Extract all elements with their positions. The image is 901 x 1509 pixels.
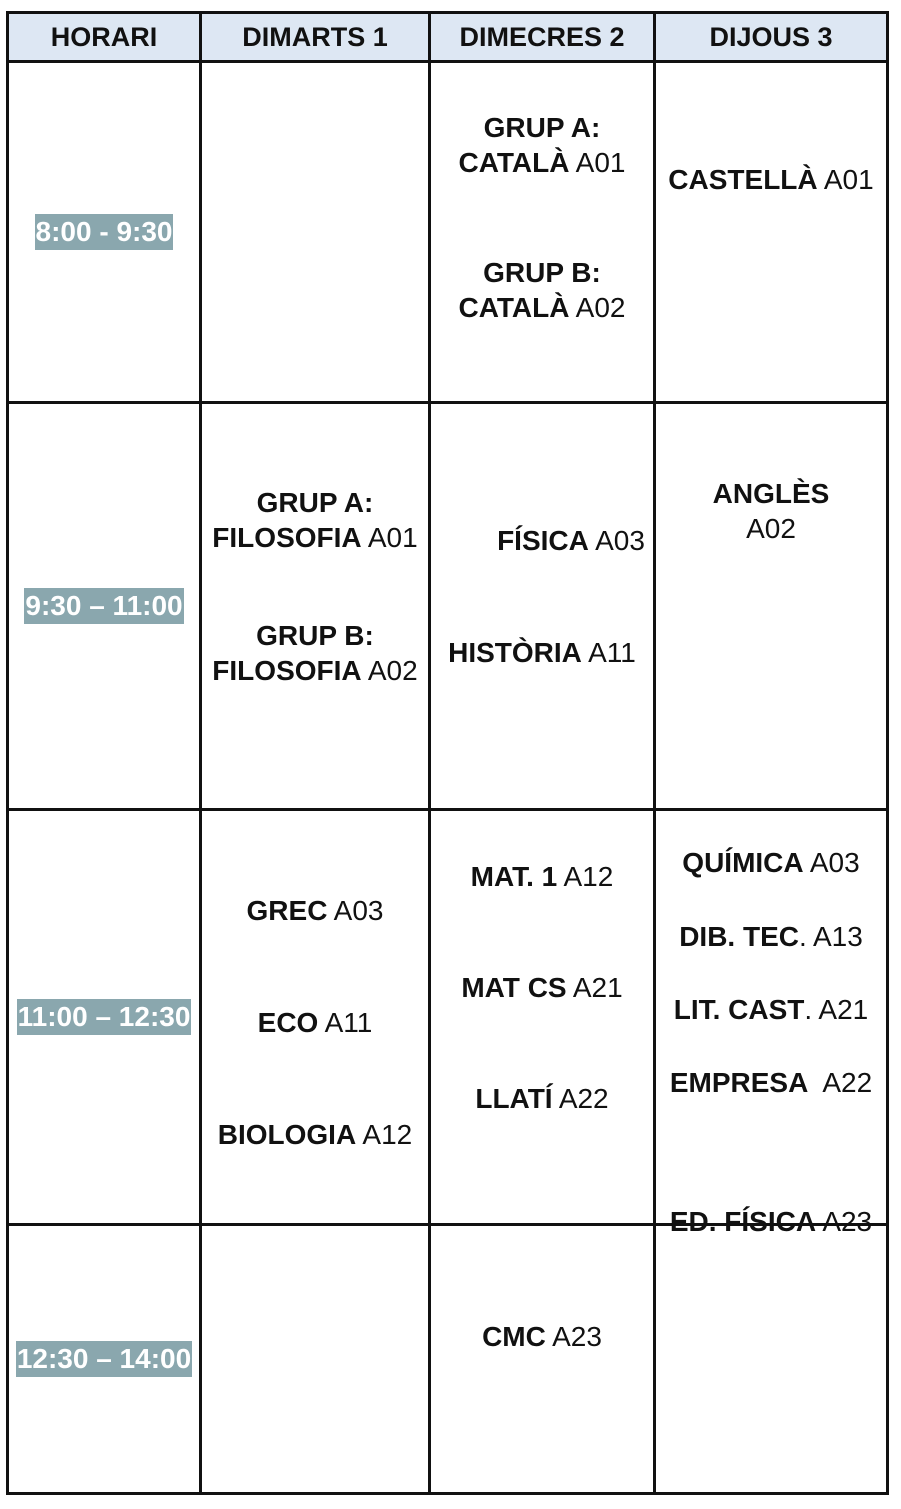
class-cell-dimarts xyxy=(201,403,430,810)
class-cell-dijous xyxy=(655,810,888,1225)
class-entry: FÍSICA A03 xyxy=(497,524,645,556)
class-entry: FILOSOFIA A01 xyxy=(212,521,418,553)
class-entry: ECO A11 xyxy=(257,1006,373,1038)
table-row xyxy=(8,403,888,810)
time-cell xyxy=(8,62,201,403)
class-cell-dimarts xyxy=(201,1225,430,1494)
class-entry: HISTÒRIA A11 xyxy=(448,636,636,668)
time-cell xyxy=(8,810,201,1225)
class-entry: CMC A23 xyxy=(482,1321,602,1352)
header-row xyxy=(8,13,888,62)
header-horari: HORARI xyxy=(8,13,201,62)
table-row xyxy=(8,62,888,403)
class-entry: LIT. CAST. A21 xyxy=(673,993,869,1025)
class-entry: DIB. TEC. A13 xyxy=(679,920,863,952)
table-row xyxy=(8,810,888,1225)
table-row xyxy=(8,1225,888,1494)
time-cell xyxy=(8,403,201,810)
class-cell-dimarts xyxy=(201,810,430,1225)
group-label: GRUP B: xyxy=(483,256,601,288)
time-slot: 11:00 – 12:30 xyxy=(17,999,192,1035)
class-cell-dimecres xyxy=(430,1225,655,1494)
class-cell-dimecres xyxy=(430,403,655,810)
class-entry: MAT. 1 A12 xyxy=(470,860,614,892)
class-entry: QUÍMICA A03 xyxy=(682,846,860,878)
header-dimecres: DIMECRES 2 xyxy=(430,13,655,62)
time-slot: 8:00 - 9:30 xyxy=(35,214,174,250)
group-label: GRUP A: xyxy=(483,111,601,143)
class-entry: EMPRESA A22 xyxy=(669,1066,873,1098)
class-entry: GREC A03 xyxy=(246,894,384,926)
class-cell-dijous xyxy=(655,62,888,403)
header-dimarts: DIMARTS 1 xyxy=(201,13,430,62)
class-entry: ED. FÍSICA A23 xyxy=(669,1206,873,1237)
class-entry: CASTELLÀ A01 xyxy=(668,164,874,195)
header-dijous: DIJOUS 3 xyxy=(655,13,888,62)
class-entry: BIOLOGIA A12 xyxy=(217,1118,413,1150)
class-entry: CATALÀ A01 xyxy=(458,146,626,178)
group-label: GRUP A: xyxy=(256,486,374,518)
class-entry: ANGLÈS xyxy=(712,478,830,509)
group-label: GRUP B: xyxy=(256,619,374,651)
class-entry: LLATÍ A22 xyxy=(475,1082,609,1114)
class-cell-dijous xyxy=(655,403,888,810)
class-cell-dijous xyxy=(655,1206,888,1494)
class-room: A02 xyxy=(746,513,796,544)
schedule-table xyxy=(6,11,889,1495)
time-cell xyxy=(8,1225,201,1494)
class-cell-dimecres xyxy=(430,810,655,1225)
time-slot: 12:30 – 14:00 xyxy=(16,1341,192,1377)
class-entry: MAT CS A21 xyxy=(461,971,623,1003)
class-cell-dimecres xyxy=(430,62,655,403)
time-slot: 9:30 – 11:00 xyxy=(24,588,183,624)
class-entry: FILOSOFIA A02 xyxy=(212,654,418,686)
class-entry: CATALÀ A02 xyxy=(458,291,626,323)
class-cell-dimarts xyxy=(201,62,430,403)
